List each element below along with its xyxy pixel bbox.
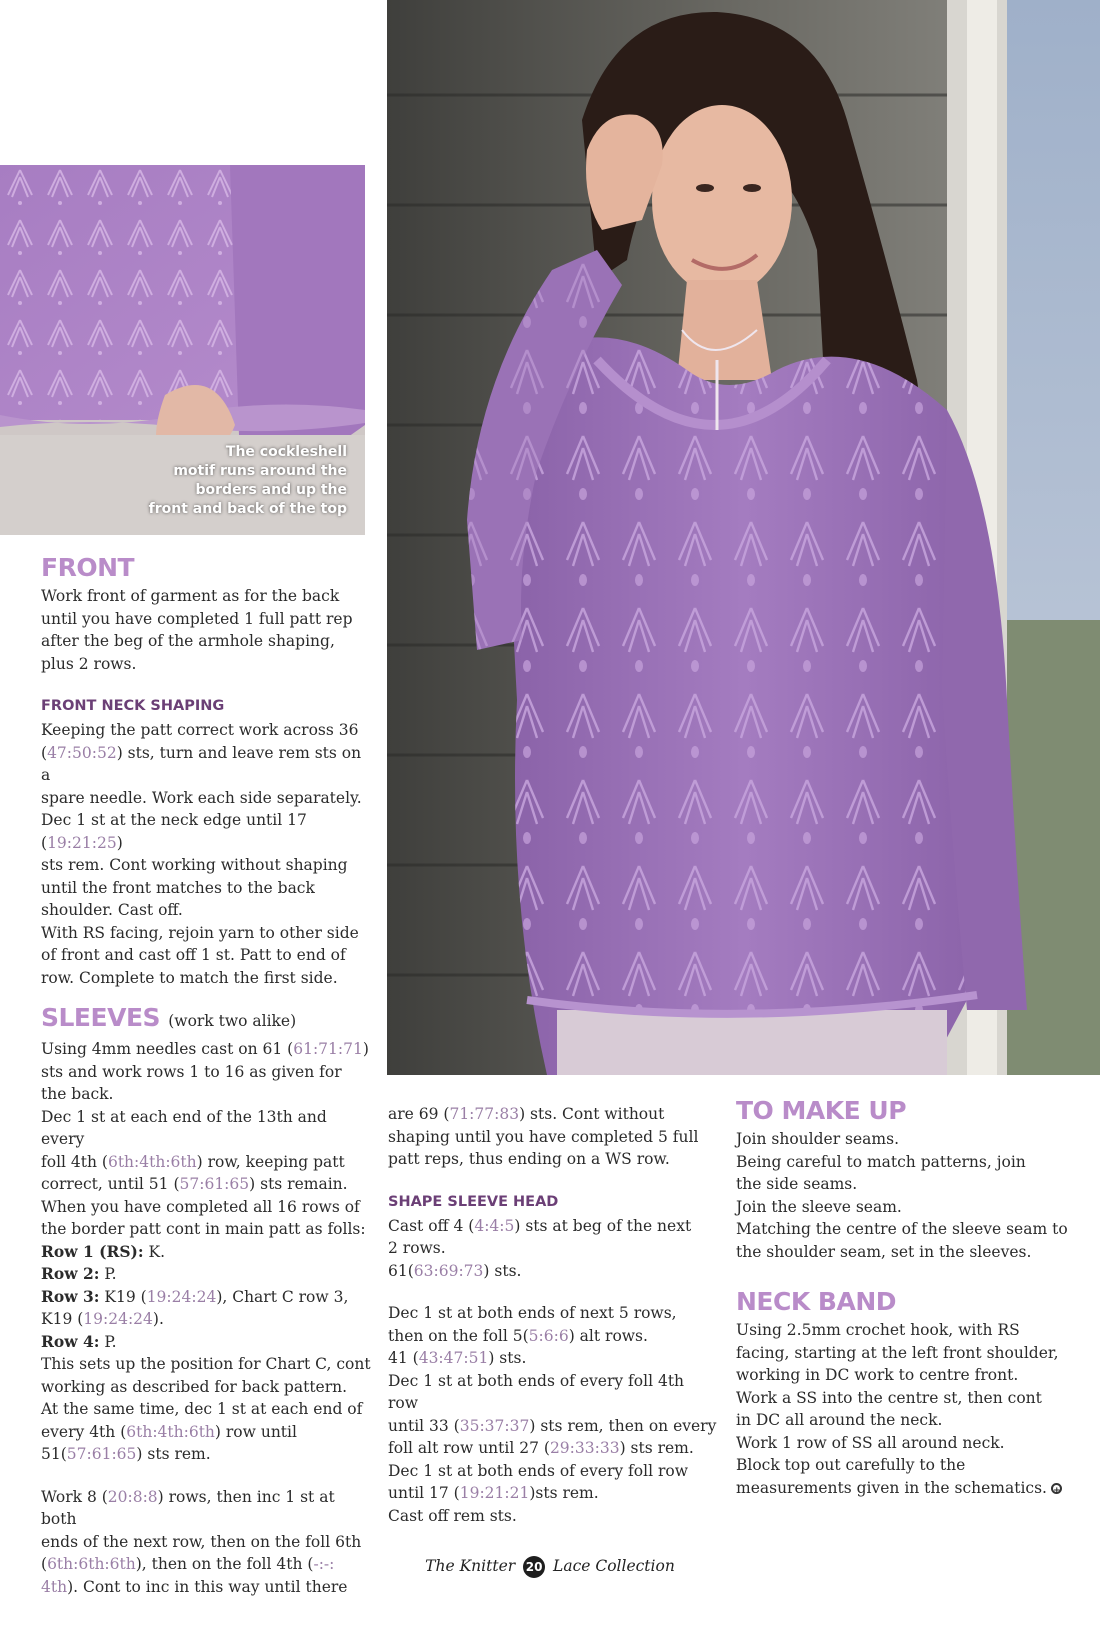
text-line: 4th). Cont to inc in this way until there: [41, 1577, 348, 1596]
text-line: At the same time, dec 1 st at each end of: [41, 1400, 363, 1418]
caption-line: borders and up the: [195, 482, 347, 498]
text-line: plus 2 rows.: [41, 654, 137, 673]
size-values: 4:4:5: [474, 1216, 515, 1235]
text-line: the border patt cont in main patt as folls:: [41, 1220, 366, 1238]
text-line: until 33 (35:37:37) sts rem, then on every: [388, 1416, 717, 1435]
text-line: the back.: [41, 1085, 114, 1103]
text-line: foll 4th (6th:4th:6th) row, keeping patt: [41, 1152, 345, 1171]
size-values: 4th: [41, 1577, 68, 1596]
shape-sleeve-head-heading: SHAPE SLEEVE HEAD: [388, 1193, 559, 1210]
size-values: 19:21:25: [47, 833, 117, 852]
text-line: facing, starting at the left front shoulder,: [736, 1343, 1059, 1362]
text-line: Matching the centre of the sleeve seam to: [736, 1220, 1068, 1238]
text-line: row. Complete to match the first side.: [41, 968, 338, 987]
text-line: 41 (43:47:51) sts.: [388, 1349, 527, 1367]
text-line: Join shoulder seams.: [736, 1130, 899, 1148]
size-values: 47:50:52: [47, 743, 117, 762]
caption-line: front and back of the top: [148, 501, 347, 517]
text-line: patt reps, thus ending on a WS row.: [388, 1150, 670, 1168]
text-line: measurements given in the schematics.+: [736, 1477, 1081, 1500]
front-heading: FRONT: [41, 553, 135, 582]
text-line: every 4th (6th:4th:6th) row until: [41, 1422, 297, 1441]
middle-column: [388, 1103, 718, 1527]
text-line: ends of the next row, then on the foll 6th: [41, 1532, 362, 1551]
text-line: Dec 1 st at both ends of every foll row: [388, 1461, 688, 1480]
size-values: 71:77:83: [449, 1105, 520, 1123]
text-line: Work front of garment as for the back: [41, 587, 340, 605]
text-line: in DC all around the neck.: [736, 1411, 943, 1429]
text-line: 51(57:61:65) sts rem.: [41, 1445, 211, 1463]
size-values: 61:71:71: [293, 1040, 363, 1058]
text-line: 61(63:69:73) sts.: [388, 1261, 522, 1280]
front-neck-shaping-body: [41, 719, 371, 989]
text-line: working in DC work to centre front.: [736, 1366, 1019, 1384]
inset-photo: [0, 165, 365, 535]
text-line: foll alt row until 27 (29:33:33) sts rem.: [388, 1439, 694, 1457]
caption-line: motif runs around the: [173, 463, 347, 479]
right-column: [736, 1096, 1081, 1499]
end-mark-icon: [1051, 1483, 1062, 1494]
size-values: 6th:4th:6th: [107, 1152, 197, 1171]
row-instruction: Row 2: P.: [41, 1264, 117, 1283]
text-line: shaping until you have completed 5 full: [388, 1127, 699, 1146]
size-values: 57:61:65: [179, 1175, 250, 1193]
row-instruction: Row 3: K19 (19:24:24), Chart C row 3,: [41, 1286, 349, 1306]
sleeves-body: [41, 1038, 371, 1598]
sleeves-subheading: (work two alike): [168, 1012, 297, 1030]
footer-section: Lace Collection: [553, 1557, 675, 1575]
text-line: Using 2.5mm crochet hook, with RS: [736, 1321, 1020, 1339]
text-line: (47:50:52) sts, turn and leave rem sts on a: [41, 743, 362, 784]
text-line: Cast off 4 (4:4:5) sts at beg of the next: [388, 1216, 692, 1235]
text-line: Cast off rem sts.: [388, 1506, 517, 1525]
size-values: 5:6:6: [528, 1326, 569, 1345]
size-values: -:-:: [313, 1555, 335, 1573]
main-photo-image: [387, 0, 1100, 1075]
text-line: Join the sleeve seam.: [736, 1197, 902, 1216]
text-line: When you have completed all 16 rows of: [41, 1197, 360, 1216]
text-line: (6th:6th:6th), then on the foll 4th (-:-:: [41, 1555, 335, 1573]
size-values: 19:24:24: [83, 1310, 153, 1328]
text-line: until you have completed 1 full patt rep: [41, 609, 353, 628]
text-line: Work 1 row of SS all around neck.: [736, 1433, 1005, 1452]
text-line: the side seams.: [736, 1175, 858, 1193]
front-neck-shaping-heading: FRONT NECK SHAPING: [41, 698, 225, 714]
text-line: are 69 (71:77:83) sts. Cont without: [388, 1105, 665, 1123]
text-line: Using 4mm needles cast on 61 (61:71:71): [41, 1040, 369, 1058]
size-values: 63:69:73: [413, 1261, 484, 1280]
size-values: 35:37:37: [459, 1416, 530, 1435]
text-line: Work 8 (20:8:8) rows, then inc 1 st at both: [41, 1487, 335, 1528]
text-line: of front and cast off 1 st. Patt to end of: [41, 946, 346, 964]
size-values: 6th:6th:6th: [47, 1555, 136, 1573]
page-number: 20: [523, 1556, 545, 1578]
text-line: Dec 1 st at both ends of next 5 rows,: [388, 1304, 677, 1322]
size-values: 6th:4th:6th: [126, 1422, 215, 1441]
neck-band-heading: NECK BAND: [736, 1287, 897, 1316]
text-line: With RS facing, rejoin yarn to other side: [41, 923, 359, 942]
text-line: 2 rows.: [388, 1239, 446, 1257]
to-make-up-heading: TO MAKE UP: [736, 1096, 907, 1125]
text-line: until 17 (19:21:21)sts rem.: [388, 1484, 599, 1502]
size-values: 20:8:8: [107, 1487, 158, 1506]
text-line: the shoulder seam, set in the sleeves.: [736, 1242, 1032, 1261]
text-line: shoulder. Cast off.: [41, 901, 183, 919]
size-values: 29:33:33: [549, 1439, 620, 1457]
caption-line: The cockleshell: [225, 444, 347, 460]
text-line: working as described for back pattern.: [41, 1377, 348, 1396]
text-line: spare needle. Work each side separately.: [41, 788, 362, 807]
inset-caption: [142, 443, 347, 519]
size-values: 57:61:65: [66, 1445, 137, 1463]
size-values: 43:47:51: [418, 1349, 489, 1367]
text-line: sts rem. Cont working without shaping: [41, 856, 348, 874]
size-values: 19:24:24: [146, 1287, 217, 1306]
main-photo: [387, 0, 1100, 1075]
text-line: sts and work rows 1 to 16 as given for: [41, 1062, 342, 1081]
text-line: Work a SS into the centre st, then cont: [736, 1388, 1042, 1407]
row-instruction: K19 (19:24:24).: [41, 1310, 164, 1328]
sleeves-heading: SLEEVES (work two alike): [41, 1003, 297, 1032]
row-instruction: Row 1 (RS): K.: [41, 1241, 166, 1261]
footer-magazine: The Knitter: [425, 1557, 516, 1575]
size-values: 19:21:21: [459, 1484, 530, 1502]
row-instruction: Row 4: P.: [41, 1331, 117, 1351]
text-line: This sets up the position for Chart C, cont: [41, 1355, 371, 1373]
left-column: [41, 553, 371, 1598]
text-line: correct, until 51 (57:61:65) sts remain.: [41, 1175, 348, 1193]
text-line: Dec 1 st at the neck edge until 17 (19:21:25): [41, 811, 307, 852]
text-line: after the beg of the armhole shaping,: [41, 632, 335, 650]
text-line: Dec 1 st at each end of the 13th and every: [41, 1107, 327, 1148]
page-footer: [0, 1556, 1100, 1578]
text-line: then on the foll 5(5:6:6) alt rows.: [388, 1326, 648, 1345]
text-line: Dec 1 st at both ends of every foll 4th row: [388, 1371, 685, 1412]
text-line: Block top out carefully to the: [736, 1456, 966, 1474]
text-line: Keeping the patt correct work across 36: [41, 721, 359, 739]
text-line: Being careful to match patterns, join: [736, 1152, 1026, 1171]
text-line: until the front matches to the back: [41, 878, 315, 897]
front-body: [41, 585, 371, 675]
